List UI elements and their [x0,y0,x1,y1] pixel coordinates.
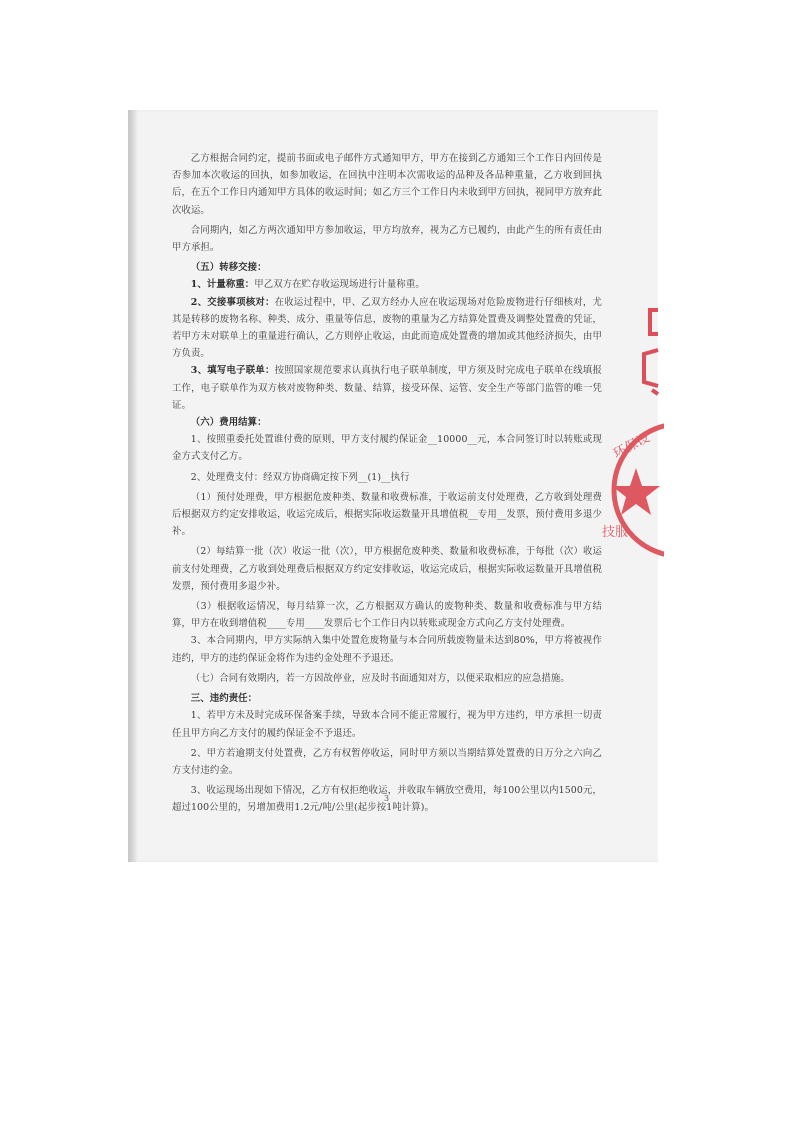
paragraph: 2、甲方若逾期支付处置费，乙方有权暂停收运，同时甲方须以当期结算处置费的日万分之六向乙方支付违约金。 [172,747,602,776]
item-label: 3、填写电子联单： [190,365,275,377]
svg-text:技服: 技服 [602,525,629,540]
paragraph: 合同期内，如乙方两次通知甲方参加收运，甲方均放弃，视为乙方已履约，由此产生的所有责任由甲方承担。 [172,224,602,254]
paragraph [172,294,602,363]
paragraph [172,276,602,293]
paragraph: （2）每结算一批（次）收运一批（次），甲方根据危废种类、数量和收费标准，于每批（次）收运前支付处理费，乙方收到处理费后根据双方约定安排收运，收运完成后，根据实际收运数量开具增值税发票，预付费用多退少补。 [172,546,602,592]
paragraph: （1）预付处理费，甲方根据危废种类、数量和收费标准，于收运前支付处理费，乙方收到处理费后根据双方约定安排收运，收运完成后，根据实际收运数量开具增值税__专用__发票，预付费用多退少补。 [172,491,602,538]
paragraph: 1、若甲方未及时完成环保备案手续，导致本合同不能正常履行，视为甲方违约，甲方承担一切责任且甲方向乙方支付的履约保证金不予退还。 [172,710,602,739]
paragraph: 3、本合同期内，甲方实际纳入集中处置危废物量与本合同所载废物量未达到80%，甲方将被视作违约，甲方的违约保证金将作为违约金处理不予退还。 [172,635,602,664]
section-heading: 三、违约责任： [190,693,258,705]
item-label: 1、计量称重： [190,279,255,291]
item-text: 在收运过程中，甲、乙双方经办人应在收运现场对危险废物进行仔细核对，尤其是转移的废物名称、种类、成分、重量等信息，废物的重量为乙方结算处置费及调整处置费的凭证，若甲方未对联单上的重量进行确认，乙方则停止收运，由此而造成处置费的增加或其他经济损失，由甲方负责。 [172,296,602,360]
page-number: 3 [384,794,390,803]
paragraph: 1、按照重委托处置谁付费的原则，甲方支付履约保证金__10000__元，本合同签订时以转账或现金方式支付乙方。 [172,434,602,463]
svg-text:环保设: 环保设 [610,430,653,462]
item-label: 2、交接事项核对： [190,296,275,308]
paragraph: （七）合同有效期内，若一方因故停业，应及时书面通知对方，以便采取相应的应急措施。 [190,672,570,684]
seal-graphic [592,290,664,570]
item-text: 甲乙双方在贮存收运现场进行计量称重。 [254,279,425,291]
paragraph: 2、处理费支付：经双方协商确定按下列__(1)__执行 [190,471,410,483]
section-heading: （六）费用结算： [190,417,267,429]
paragraph: （3）根据收运情况，每月结算一次，乙方根据双方确认的废物种类、数量和收费标准与甲方结算，甲方在收到增值税____专用____发票后七个工作日内以转账或现金方式向乙方支付处理费。 [172,601,602,630]
paragraph: 乙方根据合同约定，提前书面或电子邮件方式通知甲方，甲方在接到乙方通知三个工作日内回传是否参加本次收运的回执，如参加收运，在回执中注明本次需收运的品种及各品种重量，乙方收到回执后，在五个工作日内通知甲方具体的收运时间；如乙方三个工作日内未收到甲方回执，视同甲方放弃此次收运。 [172,153,602,216]
section-heading: （五）转移交接： [190,262,267,274]
item-text: 按照国家规范要求认真执行电子联单制度，甲方须及时完成电子联单在线填报工作，电子联单作为双方核对废物种类、数量、结算，接受环保、运管、安全生产等部门监管的唯一凭证。 [172,365,602,411]
paragraph: 3、收运现场出现如下情况，乙方有权拒绝收运，并收取车辆放空费用，每100公里以内1500元，超过100公里的，另增加费用1.2元/吨/公里(起步按1吨计算)。 [172,785,602,814]
company-seal-stamp [592,290,664,570]
scan-binding-shadow [128,110,138,862]
document-body [172,150,602,817]
paragraph [172,362,602,414]
